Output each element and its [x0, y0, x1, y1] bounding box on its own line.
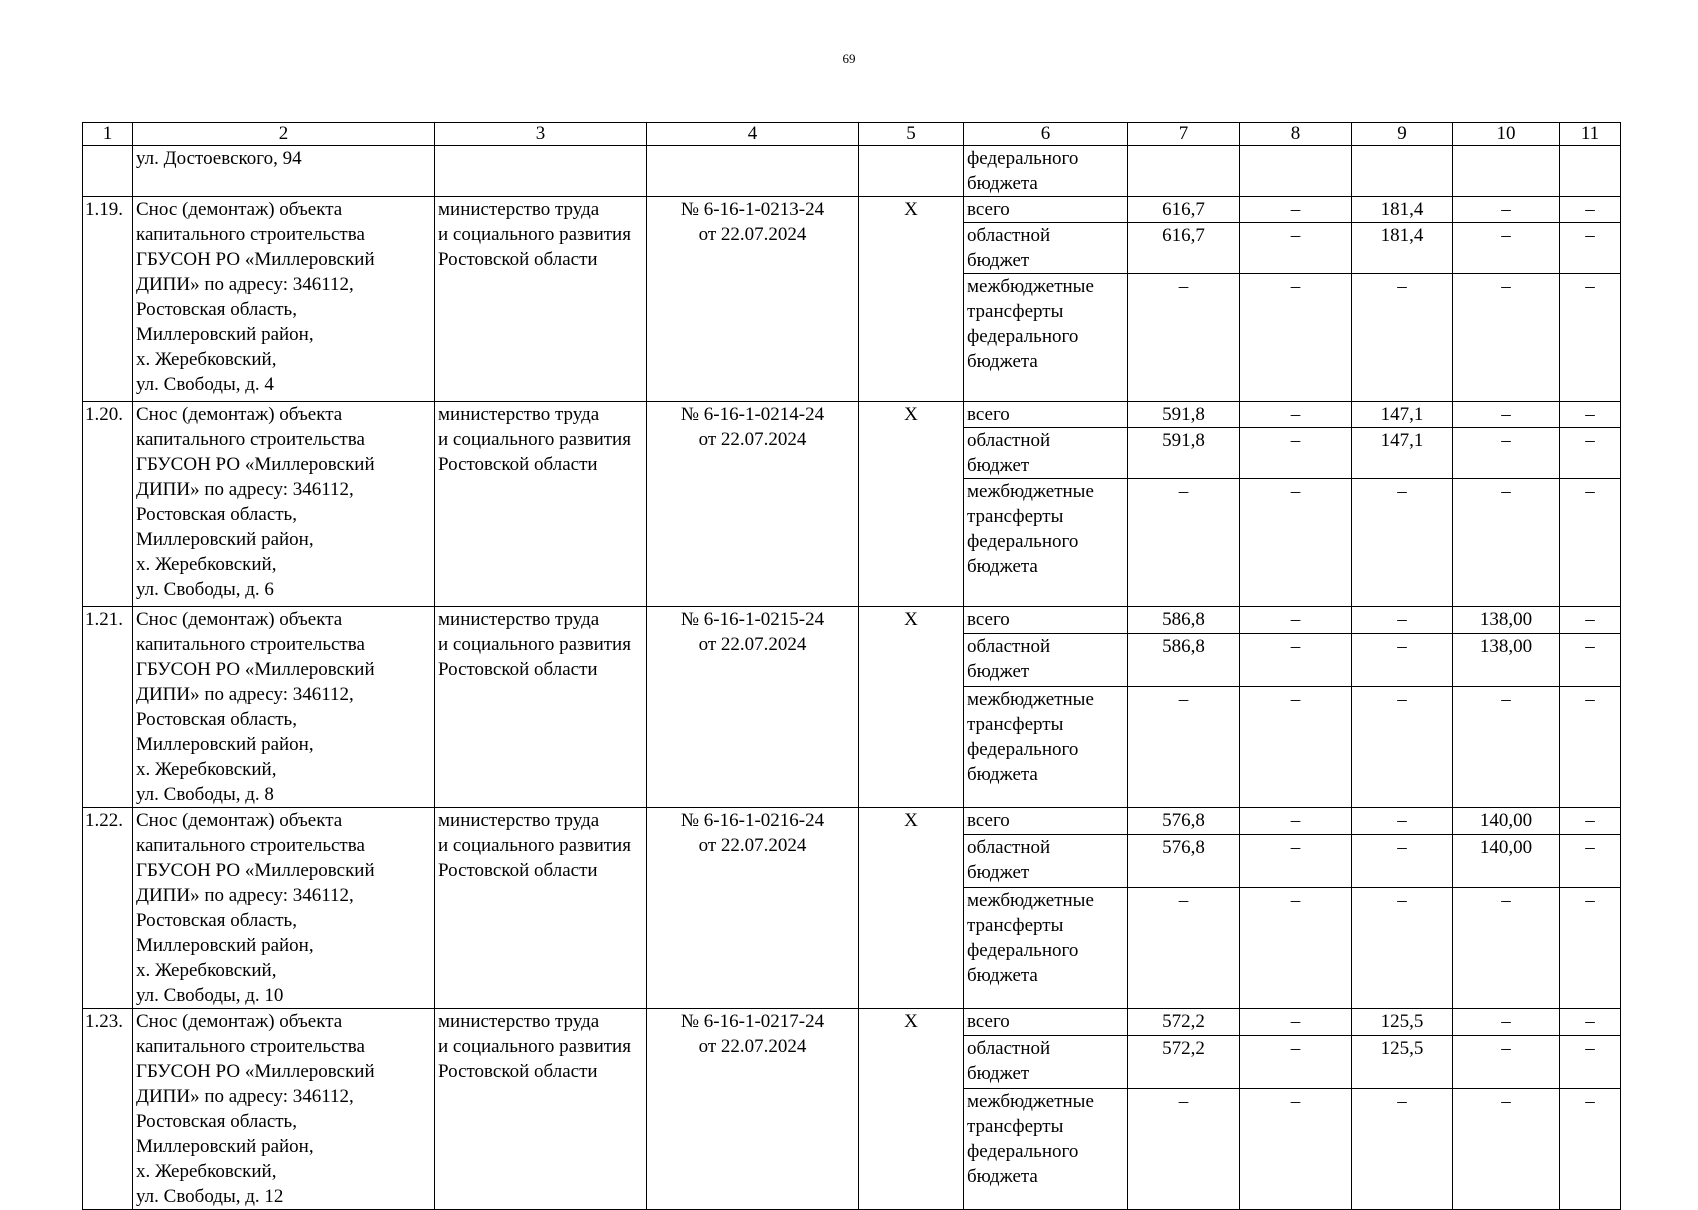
value-cell: 138,00 — [1453, 607, 1560, 634]
source-label-cell: областной бюджет — [964, 1036, 1128, 1089]
value-cell: 140,00 — [1453, 835, 1560, 888]
value-cell: – — [1560, 634, 1621, 687]
source-label-cell: всего — [964, 1009, 1128, 1036]
value-cell: – — [1453, 1009, 1560, 1036]
value-cell: – — [1560, 274, 1621, 402]
value-cell: – — [1560, 888, 1621, 1009]
object-cell: Снос (демонтаж) объекта капитального строительства ГБУСОН РО «Миллеровский ДИПИ» по адресу: 346112, Ростовская область, Миллеровский район, х. Жеребковский, ул. Свободы, д. 8 — [133, 607, 435, 808]
value-cell: – — [1240, 223, 1352, 274]
header-cell: 4 — [647, 123, 859, 146]
value-cell: – — [1453, 197, 1560, 223]
value-cell: – — [1240, 888, 1352, 1009]
source-label-cell: областной бюджет — [964, 634, 1128, 687]
value-cell: – — [1352, 479, 1453, 607]
header-cell: 1 — [83, 123, 133, 146]
value-cell: – — [1240, 808, 1352, 835]
value-cell: – — [1240, 479, 1352, 607]
value-cell: – — [1240, 1089, 1352, 1210]
header-cell: 2 — [133, 123, 435, 146]
document-cell — [647, 146, 859, 197]
value-cell: – — [1560, 1036, 1621, 1089]
value-cell: – — [1560, 223, 1621, 274]
value-cell: – — [1453, 888, 1560, 1009]
value-cell — [1560, 146, 1621, 197]
value-cell: – — [1352, 808, 1453, 835]
document-cell: № 6-16-1-0213-24 от 22.07.2024 — [647, 197, 859, 402]
table-row — [83, 808, 1621, 835]
value-cell — [1352, 146, 1453, 197]
col5-cell: Х — [859, 607, 964, 808]
ministry-cell — [435, 146, 647, 197]
document-cell: № 6-16-1-0214-24 от 22.07.2024 — [647, 402, 859, 607]
header-cell: 11 — [1560, 123, 1621, 146]
value-cell: – — [1240, 428, 1352, 479]
value-cell: – — [1240, 835, 1352, 888]
header-cell: 5 — [859, 123, 964, 146]
value-cell: 591,8 — [1128, 428, 1240, 479]
value-cell: 586,8 — [1128, 607, 1240, 634]
source-label-cell: межбюджетные трансферты федерального бюджета — [964, 479, 1128, 607]
value-cell: – — [1240, 634, 1352, 687]
col5-cell: Х — [859, 197, 964, 402]
value-cell: – — [1240, 607, 1352, 634]
continuation-row — [83, 146, 1621, 197]
value-cell: – — [1352, 888, 1453, 1009]
row-number-cell: 1.21. — [83, 607, 133, 808]
value-cell: – — [1240, 1036, 1352, 1089]
source-label-cell: межбюджетные трансферты федерального бюджета — [964, 888, 1128, 1009]
value-cell: – — [1352, 274, 1453, 402]
table-row — [83, 402, 1621, 428]
source-label-cell: всего — [964, 197, 1128, 223]
value-cell: – — [1560, 1089, 1621, 1210]
object-cell: Снос (демонтаж) объекта капитального строительства ГБУСОН РО «Миллеровский ДИПИ» по адресу: 346112, Ростовская область, Миллеровский район, х. Жеребковский, ул. Свободы, д. 10 — [133, 808, 435, 1009]
value-cell: – — [1240, 1009, 1352, 1036]
ministry-cell: министерство труда и социального развития Ростовской области — [435, 197, 647, 402]
source-label-cell: областной бюджет — [964, 835, 1128, 888]
value-cell: – — [1560, 402, 1621, 428]
value-cell: 147,1 — [1352, 402, 1453, 428]
header-row — [83, 123, 1621, 146]
row-number-cell: 1.20. — [83, 402, 133, 607]
row-number-cell: 1.22. — [83, 808, 133, 1009]
value-cell: 147,1 — [1352, 428, 1453, 479]
row-number-cell — [83, 146, 133, 197]
value-cell: – — [1352, 634, 1453, 687]
header-cell: 3 — [435, 123, 647, 146]
document-cell: № 6-16-1-0217-24 от 22.07.2024 — [647, 1009, 859, 1210]
value-cell: 572,2 — [1128, 1036, 1240, 1089]
value-cell — [1453, 146, 1560, 197]
value-cell: 576,8 — [1128, 808, 1240, 835]
table-row — [83, 1009, 1621, 1036]
source-label-cell: всего — [964, 607, 1128, 634]
source-label-cell: всего — [964, 808, 1128, 835]
source-label-cell: областной бюджет — [964, 223, 1128, 274]
source-label-cell: всего — [964, 402, 1128, 428]
value-cell: – — [1240, 402, 1352, 428]
value-cell: – — [1352, 1089, 1453, 1210]
source-label-cell: межбюджетные трансферты федерального бюджета — [964, 274, 1128, 402]
header-cell: 6 — [964, 123, 1128, 146]
value-cell: 572,2 — [1128, 1009, 1240, 1036]
value-cell: 140,00 — [1453, 808, 1560, 835]
value-cell: – — [1560, 835, 1621, 888]
value-cell: – — [1453, 223, 1560, 274]
row-number-cell: 1.19. — [83, 197, 133, 402]
value-cell: 586,8 — [1128, 634, 1240, 687]
col5-cell: Х — [859, 808, 964, 1009]
document-cell: № 6-16-1-0215-24 от 22.07.2024 — [647, 607, 859, 808]
table-row — [83, 607, 1621, 634]
value-cell: 125,5 — [1352, 1036, 1453, 1089]
header-cell: 9 — [1352, 123, 1453, 146]
object-cell: Снос (демонтаж) объекта капитального строительства ГБУСОН РО «Миллеровский ДИПИ» по адресу: 346112, Ростовская область, Миллеровский район, х. Жеребковский, ул. Свободы, д. 6 — [133, 402, 435, 607]
value-cell: – — [1453, 1036, 1560, 1089]
value-cell: 616,7 — [1128, 223, 1240, 274]
page-number: 69 — [842, 51, 856, 66]
object-cell: Снос (демонтаж) объекта капитального строительства ГБУСОН РО «Миллеровский ДИПИ» по адресу: 346112, Ростовская область, Миллеровский район, х. Жеребковский, ул. Свободы, д. 12 — [133, 1009, 435, 1210]
row-number-cell: 1.23. — [83, 1009, 133, 1210]
col5-cell — [859, 146, 964, 197]
value-cell: – — [1560, 1009, 1621, 1036]
source-label-cell: федерального бюджета — [964, 146, 1128, 197]
value-cell: – — [1560, 479, 1621, 607]
program-table — [82, 122, 1621, 1210]
value-cell: – — [1453, 479, 1560, 607]
value-cell: – — [1352, 687, 1453, 808]
value-cell: – — [1560, 808, 1621, 835]
value-cell: – — [1128, 888, 1240, 1009]
col5-cell: Х — [859, 402, 964, 607]
value-cell: 591,8 — [1128, 402, 1240, 428]
value-cell: – — [1453, 274, 1560, 402]
value-cell: – — [1352, 607, 1453, 634]
value-cell — [1128, 146, 1240, 197]
value-cell: – — [1560, 428, 1621, 479]
header-cell: 10 — [1453, 123, 1560, 146]
value-cell: – — [1128, 687, 1240, 808]
value-cell: – — [1453, 1089, 1560, 1210]
value-cell: – — [1352, 835, 1453, 888]
value-cell: – — [1453, 428, 1560, 479]
value-cell: – — [1240, 687, 1352, 808]
value-cell: – — [1128, 1089, 1240, 1210]
object-cell: ул. Достоевского, 94 — [133, 146, 435, 197]
value-cell: – — [1560, 607, 1621, 634]
value-cell: 138,00 — [1453, 634, 1560, 687]
value-cell: 125,5 — [1352, 1009, 1453, 1036]
value-cell: – — [1560, 197, 1621, 223]
object-cell: Снос (демонтаж) объекта капитального строительства ГБУСОН РО «Миллеровский ДИПИ» по адресу: 346112, Ростовская область, Миллеровский район, х. Жеребковский, ул. Свободы, д. 4 — [133, 197, 435, 402]
ministry-cell: министерство труда и социального развития Ростовской области — [435, 607, 647, 808]
value-cell: – — [1453, 402, 1560, 428]
ministry-cell: министерство труда и социального развития Ростовской области — [435, 402, 647, 607]
value-cell: – — [1240, 197, 1352, 223]
table-row — [83, 197, 1621, 223]
col5-cell: Х — [859, 1009, 964, 1210]
value-cell: – — [1128, 479, 1240, 607]
value-cell — [1240, 146, 1352, 197]
value-cell: 576,8 — [1128, 835, 1240, 888]
source-label-cell: областной бюджет — [964, 428, 1128, 479]
header-cell: 8 — [1240, 123, 1352, 146]
value-cell: 181,4 — [1352, 223, 1453, 274]
ministry-cell: министерство труда и социального развития Ростовской области — [435, 808, 647, 1009]
source-label-cell: межбюджетные трансферты федерального бюджета — [964, 687, 1128, 808]
value-cell: – — [1240, 274, 1352, 402]
value-cell: 616,7 — [1128, 197, 1240, 223]
value-cell: – — [1453, 687, 1560, 808]
value-cell: – — [1560, 687, 1621, 808]
document-cell: № 6-16-1-0216-24 от 22.07.2024 — [647, 808, 859, 1009]
value-cell: 181,4 — [1352, 197, 1453, 223]
ministry-cell: министерство труда и социального развития Ростовской области — [435, 1009, 647, 1210]
source-label-cell: межбюджетные трансферты федерального бюджета — [964, 1089, 1128, 1210]
header-cell: 7 — [1128, 123, 1240, 146]
value-cell: – — [1128, 274, 1240, 402]
